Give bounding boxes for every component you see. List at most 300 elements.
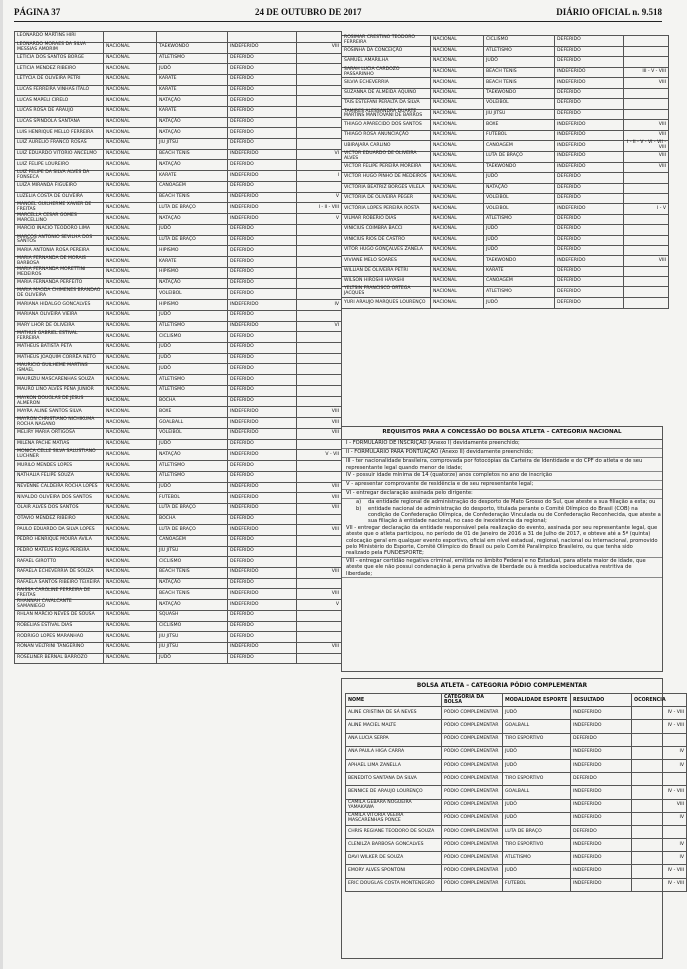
occurrence-cell: I (297, 171, 342, 182)
category-cell: NACIONAL (431, 173, 484, 183)
podio-cell: PÓDIO COMPLEMENTAR (442, 812, 503, 825)
athlete-name-cell: PEDRO HENRIQUE MOURA AVILA (15, 535, 104, 546)
occurrence-cell: VIII (297, 589, 342, 600)
result-cell: DEFERIDO (228, 235, 297, 246)
result-cell: DEFERIDO (555, 245, 624, 255)
athlete-name-cell: LUCAS SPINDOLA SANTANA (15, 117, 104, 128)
sport-cell: NATAÇÃO (157, 450, 228, 461)
result-cell: DEFERIDO (555, 193, 624, 203)
category-cell: NACIONAL (431, 99, 484, 109)
athlete-name-cell: LUIS HENRIQUE MELLO FERREIRA (15, 128, 104, 139)
category-cell: NACIONAL (431, 88, 484, 98)
athlete-name-cell: LEONARDO MORAES DA SILVA MESSIAS AMORIM (15, 42, 104, 53)
category-cell (104, 32, 157, 43)
sport-cell: NATAÇÃO (157, 278, 228, 289)
result-cell: DEFERIDO (228, 546, 297, 557)
podio-cell: PÓDIO COMPLEMENTAR (442, 773, 503, 786)
category-cell: NACIONAL (104, 139, 157, 150)
athlete-name-cell: RODRIGO LOPES MARANHAO (15, 632, 104, 643)
result-cell: DEFERIDO (228, 557, 297, 568)
category-cell: NACIONAL (431, 245, 484, 255)
occurrence-cell: VIII (624, 78, 669, 88)
category-cell: NACIONAL (104, 53, 157, 64)
category-cell: NACIONAL (104, 106, 157, 117)
occurrence-cell: VIII (297, 482, 342, 493)
table-row (15, 332, 342, 343)
podio-cell: JUDÔ (503, 707, 571, 720)
occurrence-cell (297, 364, 342, 375)
result-cell: DEFERIDO (555, 57, 624, 67)
sport-cell: BEACH TENIS (157, 589, 228, 600)
table-row (342, 67, 669, 78)
table-row (342, 235, 669, 245)
result-cell: DEFERIDO (228, 535, 297, 546)
occurrence-cell (297, 117, 342, 128)
requirement-item: VI - entregar declaração assinada pelo dirigente: (342, 490, 662, 499)
sport-cell: LUTA DE BRAÇO (484, 151, 555, 162)
athlete-name-cell: LETICIA DOS SANTOS BORGE (15, 53, 104, 64)
table-row (342, 266, 669, 276)
occurrence-cell: VIII (297, 407, 342, 418)
athlete-name-cell: NIVALDO OLIVEIRA DOS SANTOS (15, 493, 104, 504)
sport-cell: NATAÇÃO (157, 578, 228, 589)
table-row (15, 203, 342, 214)
category-cell: NACIONAL (104, 214, 157, 225)
occurrence-cell (297, 578, 342, 589)
table-row (15, 632, 342, 643)
category-cell: NACIONAL (104, 246, 157, 257)
podio-cell: JUDÔ (503, 865, 571, 878)
podio-cell: ERIC DOUGLAS COSTA MONTENEGRO (346, 878, 442, 891)
athlete-name-cell: LUIZA MIRANDA FIGUEIRO (15, 181, 104, 192)
category-cell: NACIONAL (431, 266, 484, 276)
result-cell: DEFERIDO (555, 298, 624, 308)
occurrence-cell: I - V (624, 204, 669, 214)
podio-cell: INDEFERIDO (571, 759, 632, 772)
podio-cell: BENEDITO SANTANA DA SILVA (346, 773, 442, 786)
sport-cell: VOLEIBOL (484, 193, 555, 203)
occurrence-cell (624, 183, 669, 193)
podio-cell: PÓDIO COMPLEMENTAR (442, 865, 503, 878)
category-cell: NACIONAL (104, 203, 157, 214)
publication-date: 24 DE OUTUBRO DE 2017 (254, 7, 362, 17)
sport-cell: VOLEIBOL (157, 428, 228, 439)
category-cell: NACIONAL (104, 332, 157, 343)
category-cell: NACIONAL (431, 225, 484, 235)
sport-cell: NATAÇÃO (157, 128, 228, 139)
category-cell: NACIONAL (104, 428, 157, 439)
category-cell: NACIONAL (104, 235, 157, 246)
podio-cell: PÓDIO COMPLEMENTAR (442, 852, 503, 865)
sport-cell: JUDÔ (484, 57, 555, 67)
sport-cell: LUTA DE BRAÇO (157, 235, 228, 246)
athlete-name-cell: SAMUEL AMARILHA (342, 57, 431, 67)
category-cell: NACIONAL (104, 343, 157, 354)
table-row (15, 396, 342, 407)
occurrence-cell (624, 214, 669, 224)
category-cell: NACIONAL (104, 64, 157, 75)
table-row (346, 733, 687, 746)
sport-cell: BOXE (157, 407, 228, 418)
occurrence-cell (297, 289, 342, 300)
occurrence-cell (297, 32, 342, 43)
athlete-name-cell: WILLIAN DE OLIVEIRA PETRI (342, 266, 431, 276)
athlete-name-cell: LUIZ FELIPE LOUREIRO (15, 160, 104, 171)
table-row (346, 720, 687, 733)
result-cell: DEFERIDO (555, 99, 624, 109)
result-cell: DEFERIDO (228, 385, 297, 396)
requirement-item: I - FORMULÁRIO DE INSCRIÇÃO (Anexo I) devidamente preenchido; (342, 440, 662, 449)
requirements-title: REQUISITOS PARA A CONCESSÃO DO BOLSA ATLETA – CATEGORIA NACIONAL (342, 427, 662, 440)
sport-cell: BEACH TENIS (157, 568, 228, 579)
result-cell: DEFERIDO (228, 632, 297, 643)
sport-cell: NATAÇÃO (157, 96, 228, 107)
result-cell: INDEFERIDO (228, 149, 297, 160)
podio-cell: CHRIS REGIANE TEODORO DE SOUZA (346, 825, 442, 838)
result-cell: DEFERIDO (555, 173, 624, 183)
podio-cell: ANA LUCIA SERPA (346, 733, 442, 746)
sport-cell: JUDÔ (484, 245, 555, 255)
table-row (15, 64, 342, 75)
requirement-item: VIII - entregar certidão negativa criminal, emitida no âmbito Federal e no Estadual, para atleta maior de idade, que ateste que ele não possui condenação à pena privativa de liberdade ou à medida socioeducativa restritiva de liberdade; (342, 558, 662, 578)
occurrence-cell: V - VII (297, 450, 342, 461)
occurrence-cell: VI (297, 149, 342, 160)
athlete-name-cell: VICTOR FELIPE PEREIRA MOREIRA (342, 162, 431, 172)
occurrence-cell: IV (297, 300, 342, 311)
table-row (15, 600, 342, 611)
athlete-name-cell: MARIA ANTONIA ROSA PEREIRA (15, 246, 104, 257)
table-row (15, 235, 342, 246)
table-row (342, 99, 669, 109)
occurrence-cell (297, 332, 342, 343)
podio-header-cell: RESULTADO (571, 694, 632, 707)
occurrence-cell: VIII (624, 120, 669, 130)
category-cell: NACIONAL (104, 621, 157, 632)
result-cell: DEFERIDO (228, 267, 297, 278)
athlete-name-cell: MARY LHOR DE OLIVEIRA (15, 321, 104, 332)
athlete-name-cell: RAFAEL GIROTTO (15, 557, 104, 568)
athlete-name-cell: MILENA PACHE MATIAS (15, 439, 104, 450)
table-row (342, 298, 669, 308)
occurrence-cell: VIII (297, 503, 342, 514)
podio-cell: INDEFERIDO (571, 865, 632, 878)
athlete-name-cell: MAYRA ALINE SANTOS SILVA (15, 407, 104, 418)
category-cell: NACIONAL (104, 589, 157, 600)
athlete-name-cell: MURILO MENDES LOPES (15, 461, 104, 472)
sport-cell: CICLISMO (157, 621, 228, 632)
category-cell: NACIONAL (104, 600, 157, 611)
category-cell: NACIONAL (104, 128, 157, 139)
occurrence-cell (297, 471, 342, 482)
occurrence-cell (297, 235, 342, 246)
result-cell: INDEFERIDO (228, 493, 297, 504)
podio-header-cell: MODALIDADE ESPORTE (503, 694, 571, 707)
podio-cell: ATLETISMO (503, 852, 571, 865)
occurrence-cell: VIII (297, 525, 342, 536)
occurrence-cell: VIII (297, 493, 342, 504)
result-cell: DEFERIDO (228, 117, 297, 128)
athlete-table-left (14, 31, 342, 664)
podio-cell: IV - VIII (632, 878, 687, 891)
sport-cell: TAEKWONDO (484, 256, 555, 266)
athlete-name-cell: ROSELINER BERNAL BARROZO (15, 653, 104, 664)
athlete-name-cell: NATHALIA FELIPE SOUZA (15, 471, 104, 482)
table-row (342, 120, 669, 130)
occurrence-cell: VIII (297, 568, 342, 579)
result-cell (228, 32, 297, 43)
sport-cell: JUDÔ (157, 224, 228, 235)
sport-cell: JUDÔ (484, 298, 555, 308)
occurrence-cell: VIII (624, 151, 669, 162)
table-row (15, 42, 342, 53)
result-cell: DEFERIDO (228, 439, 297, 450)
table-row (15, 32, 342, 43)
occurrence-cell (297, 64, 342, 75)
sport-cell: LUTA DE BRAÇO (157, 525, 228, 536)
table-row (15, 257, 342, 268)
athlete-name-cell: LEONARDO MARTINS HIRI (15, 32, 104, 43)
result-cell: DEFERIDO (228, 621, 297, 632)
result-cell: INDEFERIDO (228, 643, 297, 654)
category-cell: NACIONAL (104, 364, 157, 375)
table-row (15, 310, 342, 321)
sport-cell: CANOAGEM (157, 181, 228, 192)
requirement-item: II - FORMULÁRIO PARA PONTUAÇÃO (Anexo II) devidamente preenchido; (342, 449, 662, 458)
sport-cell: JUDÔ (157, 310, 228, 321)
occurrence-cell (624, 99, 669, 109)
sport-cell: ATLETISMO (157, 321, 228, 332)
category-cell: NACIONAL (104, 171, 157, 182)
sport-cell: ATLETISMO (157, 471, 228, 482)
result-cell: DEFERIDO (555, 266, 624, 276)
occurrence-cell (297, 461, 342, 472)
occurrence-cell (624, 235, 669, 245)
athlete-name-cell: MONICA CELLE SILVA SALUSTIANO LUCHNER (15, 450, 104, 461)
occurrence-cell (297, 139, 342, 150)
athlete-name-cell: MATHEUS JOAQUIM CORRÊA NETO (15, 353, 104, 364)
athlete-name-cell: MELIRY MARIA ORTIGOSA (15, 428, 104, 439)
category-cell: NACIONAL (104, 267, 157, 278)
table-row (346, 799, 687, 812)
result-cell: INDEFERIDO (228, 600, 297, 611)
table-row (342, 183, 669, 193)
category-cell: NACIONAL (104, 643, 157, 654)
table-row (15, 471, 342, 482)
category-cell: NACIONAL (104, 578, 157, 589)
athlete-name-cell: MARIANA OLIVEIRA VIEIRA (15, 310, 104, 321)
podio-header-row (346, 694, 687, 707)
athlete-name-cell: MANOEL GUILHERME XAVIER DE FREITAS (15, 203, 104, 214)
podio-cell: PÓDIO COMPLEMENTAR (442, 707, 503, 720)
occurrence-cell (297, 557, 342, 568)
occurrence-cell (297, 310, 342, 321)
table-row (15, 214, 342, 225)
table-row (15, 514, 342, 525)
occurrence-cell: III - V - VIII (624, 67, 669, 78)
athlete-name-cell: RAFAELA ECHEVERRIA DE SOUZA (15, 568, 104, 579)
podio-cell: PÓDIO COMPLEMENTAR (442, 786, 503, 799)
result-cell: DEFERIDO (228, 278, 297, 289)
table-row (15, 653, 342, 664)
occurrence-cell (624, 173, 669, 183)
athlete-name-cell: MARIA MAGDA CHIMENES BRANDAO DE OLIVEIRA (15, 289, 104, 300)
table-row (342, 151, 669, 162)
result-cell: DEFERIDO (228, 653, 297, 664)
result-cell: INDEFERIDO (555, 204, 624, 214)
occurrence-cell: V (297, 214, 342, 225)
athlete-name-cell: MARCELLA CESAR GOMES MARCELLINO (15, 214, 104, 225)
podio-cell: EMORY ALVES SPONTONI (346, 865, 442, 878)
occurrence-cell (297, 632, 342, 643)
sport-cell: JUDÔ (157, 343, 228, 354)
result-cell: DEFERIDO (228, 471, 297, 482)
sport-cell: JIU JITSU (157, 139, 228, 150)
podio-cell: VIII (632, 799, 687, 812)
occurrence-cell (297, 278, 342, 289)
table-row (15, 503, 342, 514)
table-row (15, 375, 342, 386)
category-cell: NACIONAL (431, 204, 484, 214)
table-row (15, 418, 342, 429)
athlete-name-cell: MAYRON CHRISTIANO NICHIKUMA ROCHA NAGANO (15, 418, 104, 429)
occurrence-cell (297, 353, 342, 364)
sport-cell: JIU JITSU (157, 643, 228, 654)
table-row (15, 160, 342, 171)
sport-cell: ATLETISMO (157, 375, 228, 386)
table-row (15, 643, 342, 654)
sport-cell: JIU JITSU (484, 109, 555, 120)
athlete-name-cell: VICTÓRIA LOPES PEREIRA ROSTA (342, 204, 431, 214)
podio-header-cell: OCORENCIA (632, 694, 687, 707)
podio-cell: DEFERIDO (571, 773, 632, 786)
table-row (342, 109, 669, 120)
sport-cell: KARATE (157, 171, 228, 182)
podio-cell: PÓDIO COMPLEMENTAR (442, 746, 503, 759)
occurrence-cell (624, 46, 669, 56)
result-cell: INDEFERIDO (228, 503, 297, 514)
athlete-name-cell: YURI ARAUJO MARQUES LOURENÇO (342, 298, 431, 308)
athlete-name-cell: VICTOR HUGO PINHO DE MEDEIROS (342, 173, 431, 183)
category-cell: NACIONAL (104, 461, 157, 472)
occurrence-cell (297, 611, 342, 622)
podio-cell: IV (632, 839, 687, 852)
athlete-name-cell: LUIZ FELIPE DA SILVA ALVES DA FONSECA (15, 171, 104, 182)
occurrence-cell (297, 343, 342, 354)
category-cell: NACIONAL (104, 514, 157, 525)
table-row (342, 162, 669, 172)
result-cell: DEFERIDO (228, 74, 297, 85)
occurrence-cell: VIII (297, 643, 342, 654)
occurrence-cell (297, 621, 342, 632)
sport-cell: GOALBALL (157, 418, 228, 429)
occurrence-cell (297, 160, 342, 171)
result-cell: DEFERIDO (228, 85, 297, 96)
occurrence-cell (624, 298, 669, 308)
podio-cell (632, 773, 687, 786)
subitem-text: entidade nacional de administração do desporto, titulada perante o Comitê Olímpico do Brasil (COB) na condição de Confederação Olímpica, de Confederação Vinculada ou de Confederação Reconhecida, que ateste a sua filiação à entidade nacional, no caso de inexistência da regional; (368, 505, 661, 525)
table-row (342, 214, 669, 224)
requirement-item: V - apresentar comprovante de residência e de seu representante legal; (342, 481, 662, 490)
occurrence-cell (297, 396, 342, 407)
sport-cell: KARATE (484, 266, 555, 276)
podio-cell: GOALBALL (503, 786, 571, 799)
category-cell: NACIONAL (104, 503, 157, 514)
podio-cell: INDEFERIDO (571, 852, 632, 865)
sport-cell: BEACH TENIS (484, 78, 555, 88)
athlete-name-cell: MAURIZIU MASCARENHAS SOUZA (15, 375, 104, 386)
table-row (342, 287, 669, 298)
sport-cell: KARATE (157, 74, 228, 85)
podio-cell: INDEFERIDO (571, 720, 632, 733)
sport-cell: JUDÔ (484, 225, 555, 235)
athlete-name-cell: MAYKON DOUGLAS DE JESUS ALMERON (15, 396, 104, 407)
podio-cell: JUDÔ (503, 746, 571, 759)
sport-cell: SQUASH (157, 611, 228, 622)
category-cell: NACIONAL (104, 450, 157, 461)
result-cell: INDEFERIDO (228, 171, 297, 182)
category-cell: NACIONAL (431, 193, 484, 203)
podio-cell: PÓDIO COMPLEMENTAR (442, 825, 503, 838)
occurrence-cell (297, 106, 342, 117)
category-cell: NACIONAL (104, 407, 157, 418)
podio-cell: JUDÔ (503, 759, 571, 772)
result-cell: DEFERIDO (228, 375, 297, 386)
athlete-name-cell: TAMIRES ALESSANDRA DUARTE MARTINS MANTOVANI DE BARROS (342, 109, 431, 120)
result-cell: INDEFERIDO (228, 300, 297, 311)
sport-cell: JUDÔ (157, 439, 228, 450)
category-cell: NACIONAL (104, 396, 157, 407)
result-cell: DEFERIDO (228, 353, 297, 364)
sport-cell: NATAÇÃO (157, 160, 228, 171)
occurrence-cell (297, 181, 342, 192)
podio-cell: INDEFERIDO (571, 707, 632, 720)
category-cell: NACIONAL (431, 36, 484, 47)
occurrence-cell: V (297, 600, 342, 611)
category-cell: NACIONAL (104, 117, 157, 128)
category-cell: NACIONAL (104, 653, 157, 664)
athlete-name-cell: MARIANA HIDALGO GONCALVES (15, 300, 104, 311)
sport-cell: ATLETISMO (484, 214, 555, 224)
table-row (342, 193, 669, 203)
occurrence-cell (297, 535, 342, 546)
table-row (346, 773, 687, 786)
table-row (342, 36, 669, 47)
category-cell: NACIONAL (104, 611, 157, 622)
sport-cell: VOLEIBOL (484, 99, 555, 109)
podio-cell: PÓDIO COMPLEMENTAR (442, 799, 503, 812)
result-cell: DEFERIDO (555, 277, 624, 287)
occurrence-cell: I - II - V - VI - VII - VIII (624, 141, 669, 152)
scan-edge (0, 0, 3, 969)
athlete-name-cell: VIVIANE MELO SOARES (342, 256, 431, 266)
result-cell: DEFERIDO (228, 246, 297, 257)
occurrence-cell (624, 287, 669, 298)
sport-cell: CICLISMO (484, 36, 555, 47)
sport-cell: TAEKWONDO (484, 88, 555, 98)
podio-cell: JUDÔ (503, 812, 571, 825)
table-row (346, 825, 687, 838)
athlete-name-cell: MATHUS GABRIEL ESTIVAL FERREIRA (15, 332, 104, 343)
table-row (15, 289, 342, 300)
category-cell: NACIONAL (104, 375, 157, 386)
result-cell: DEFERIDO (228, 332, 297, 343)
category-cell: NACIONAL (431, 298, 484, 308)
occurrence-cell (624, 36, 669, 47)
table-row (15, 171, 342, 182)
category-cell: NACIONAL (104, 353, 157, 364)
sport-cell: CICLISMO (157, 557, 228, 568)
podio-title: BOLSA ATLETA – CATEGORIA PÓDIO COMPLEMENTAR (416, 683, 588, 689)
